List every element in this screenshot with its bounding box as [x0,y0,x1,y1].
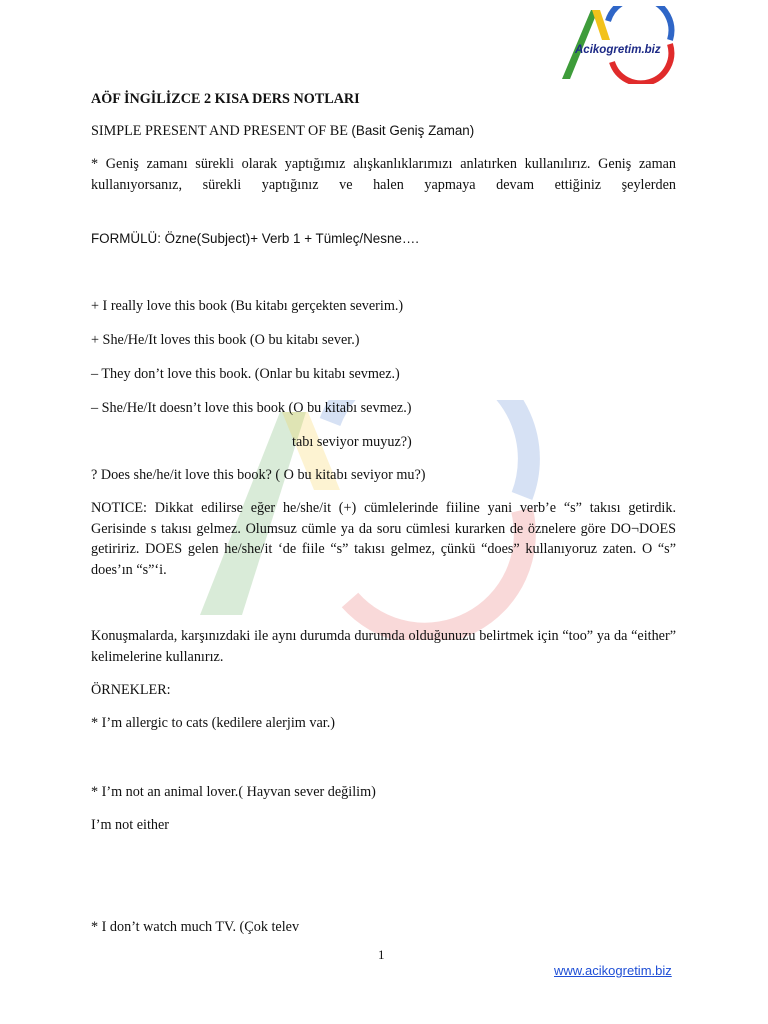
logo-text: Acikogretim.biz [575,44,661,56]
section-heading [91,121,474,141]
conversation-paragraph: Konuşmalarda, karşınızdaki ile aynı durumda durumda olduğunuzu belirtmek için “too” ya da “either” kelimelerine kullanırız. [91,628,676,665]
sample-sentence: * I’m not an animal lover.( Hayvan sever değilim) [91,784,376,800]
intro-paragraph: * Geniş zamanı sürekli olarak yaptığımız alışkanlıklarımızı anlatırken kullanılırız. Geniş zaman kullanıyorsanız, sürekli yaptığınız ve halen yapmaya devam ettiğiniz şeylerden [91,156,676,193]
section-heading-paren: (Basit Geniş Zaman) [351,123,475,138]
footer-link[interactable]: www.acikogretim.biz [554,963,672,978]
sample-sentence: * I’m allergic to cats (kedilere alerjim var.) [91,715,335,731]
example-line: – She/He/It doesn’t love this book (O bu kitabı sevmez.) [91,400,412,416]
example-line: + She/He/It loves this book (O bu kitabı sever.) [91,332,360,348]
notice-paragraph: NOTICE: Dikkat edilirse eğer he/she/it (+) cümlelerinde fiiline yani verb’e “s” takısı getirdik. Gerisinde s takısı gelmez. Olumsuz cümle ya da soru cümlesi kurarken de öznelere göre DO¬DOES getiririz. DOES gelen he/she/it ‘de fiile “s” takısı gelmez, çünkü “does” kullanıyoruz zaten. O “s” does’ın “s”‘i. [91,500,676,578]
formula-text: FORMÜLÜ: Özne(Subject)+ Verb 1 + Tümleç/Nesne…. [91,231,419,246]
section-heading-main: SIMPLE PRESENT AND PRESENT OF BE [91,123,352,139]
logo-blue-arc [608,6,671,40]
logo-yellow-stroke [592,10,610,40]
sample-reply: I’m not either [91,817,170,833]
truncated-fragment: tabı seviyor muyuz?) [292,434,412,450]
site-logo [556,6,676,84]
sample-sentence: * I don’t watch much TV. (Çok telev [91,919,300,935]
examples-title: ÖRNEKLER: [91,682,171,698]
example-line: + I really love this book (Bu kitabı gerçekten severim.) [91,298,404,314]
page-number: 1 [378,947,385,962]
formula-line [91,229,419,249]
question-line: ? Does she/he/it love this book? ( O bu kitabı seviyor mu?) [91,467,426,483]
document-title: AÖF İNGİLİZCE 2 KISA DERS NOTLARI [91,91,360,107]
example-line: – They don’t love this book. (Onlar bu kitabı sevmez.) [91,366,400,382]
